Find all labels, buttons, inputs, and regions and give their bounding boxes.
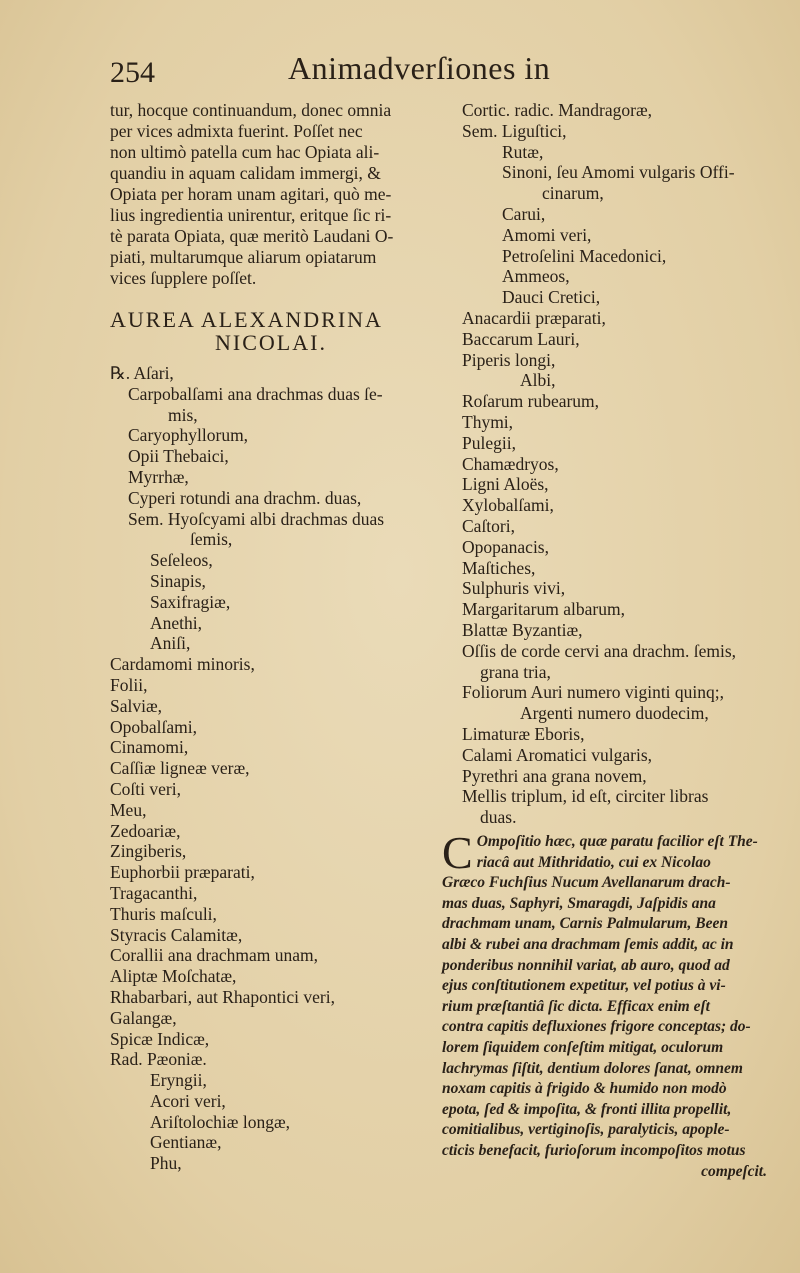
- text-line: lius ingredientia unirentur, eritque ſic ri-: [110, 205, 392, 225]
- ingredient-line: Zedoariæ,: [110, 820, 181, 841]
- ingredient-line: Opobalſami,: [110, 716, 197, 737]
- ingredient-line: Corallii ana drachmam unam,: [110, 945, 318, 966]
- ingredient-line: Argenti numero duodecim,: [520, 703, 709, 724]
- ingredient-line: Limaturæ Eboris,: [462, 723, 585, 744]
- running-title: Animadverſiones in: [288, 50, 551, 86]
- ingredient-line: Zingiberis,: [110, 841, 187, 862]
- ingredient-line: Meu,: [110, 799, 147, 820]
- commentary-line: mas duas, Saphyri, Smaragdi, Jaſpidis ana: [442, 894, 716, 912]
- commentary-line: Ompoſitio hæc, quæ paratu facilior eſt The-: [476, 833, 758, 850]
- commentary-line: ejus conſtitutionem expetitur, vel potius à vi-: [442, 977, 726, 995]
- ingredient-list-right: [462, 100, 772, 828]
- ingredient-line: Oſſis de corde cervi ana drachm. ſemis,: [462, 640, 737, 661]
- ingredient-line: Folii,: [110, 674, 148, 695]
- ingredient-line: Eryngii,: [150, 1070, 207, 1091]
- ingredient-line: Opii Thebaici,: [128, 446, 229, 467]
- ingredient-line: Baccarum Lauri,: [462, 328, 580, 349]
- ingredient-line: Piperis longi,: [462, 349, 556, 370]
- recipe-title: AUREA ALEXANDRINA: [110, 307, 383, 332]
- ingredient-line: Maſtiches,: [462, 557, 536, 578]
- commentary-line: Græco Fuchſius Nucum Avellanarum drach-: [442, 874, 731, 892]
- ingredient-line: Petroſelini Macedonici,: [502, 245, 667, 266]
- ingredient-line: Blattæ Byzantiæ,: [462, 619, 583, 640]
- commentary-line: noxam capitis à frigido & humido non modò: [442, 1080, 727, 1098]
- ingredient-line: Cortic. radic. Mandragoræ,: [462, 100, 653, 120]
- right-column: [462, 100, 772, 828]
- ingredient-line: Sem. Hyoſcyami albi drachmas duas: [128, 508, 385, 529]
- ingredient-line: Sinapis,: [150, 570, 206, 591]
- ingredient-line: cinarum,: [542, 183, 604, 204]
- ingredient-line: duas.: [480, 807, 517, 828]
- commentary-line: epota, ſed & impoſita, & fronti illita propellit,: [442, 1100, 732, 1118]
- ingredient-line: Thymi,: [462, 411, 514, 432]
- ingredient-line: Acori veri,: [150, 1090, 226, 1111]
- text-line: per vices admixta fuerint. Poſſet nec: [110, 121, 363, 141]
- ingredient-line: Saxifragiæ,: [150, 591, 231, 612]
- commentary-line: lachrymas ſiſtit, dentium dolores ſanat, omnem: [442, 1059, 743, 1077]
- commentary-line: contra capitis defluxiones frigore conceptas; do-: [442, 1018, 751, 1036]
- ingredient-line: Aniſi,: [150, 633, 191, 654]
- commentary-line: riacâ aut Mithridatio, cui ex Nicolao: [476, 853, 711, 871]
- ingredient-line: Caſſiæ ligneæ veræ,: [110, 758, 250, 779]
- ingredient-line: Ariſtolochiæ longæ,: [150, 1111, 290, 1132]
- ingredient-line: Caryophyllorum,: [128, 425, 249, 446]
- recipe-subtitle: NICOLAI.: [215, 330, 327, 355]
- ingredient-line: grana tria,: [480, 661, 551, 682]
- ingredient-line: Ammeos,: [502, 266, 570, 287]
- ingredient-line: Gentianæ,: [150, 1132, 222, 1153]
- ingredient-line: Chamædryos,: [462, 453, 559, 474]
- ingredient-line: Cardamomi minoris,: [110, 654, 255, 675]
- text-line: vices ſupplere poſſet.: [110, 268, 257, 288]
- commentary-line: comitialibus, vertiginoſis, paralyticis, apople-: [442, 1121, 730, 1139]
- ingredient-line: ſemis,: [190, 529, 233, 550]
- text-line: quandiu in aquam calidam immergi, &: [110, 163, 381, 183]
- ingredient-line: Margaritarum albarum,: [462, 599, 625, 620]
- text-line: non ultimò patella cum hac Opiata ali-: [110, 142, 380, 162]
- ingredient-line: Carui,: [502, 203, 546, 224]
- ingredient-line: Tragacanthi,: [110, 882, 198, 903]
- page-number: 254: [110, 56, 155, 89]
- left-column: [110, 100, 432, 1174]
- ingredient-line: Dauci Cretici,: [502, 287, 601, 308]
- ingredient-line: Albi,: [520, 370, 556, 391]
- ingredient-line: Mellis triplum, id eſt, circiter libras: [462, 786, 709, 807]
- ingredient-line: Foliorum Auri numero viginti quinq;,: [462, 682, 725, 703]
- ingredient-line: Ligni Aloës,: [462, 474, 549, 495]
- ingredient-list-left: [110, 363, 432, 1174]
- ingredient-line: Cinamomi,: [110, 737, 189, 758]
- ingredient-line: Styracis Calamitæ,: [110, 924, 243, 945]
- ingredient-line: Pyrethri ana grana novem,: [462, 765, 647, 786]
- ingredient-line: Cyperi rotundi ana drachm. duas,: [128, 487, 362, 508]
- intro-paragraph: [110, 100, 432, 289]
- ingredient-line: Coſti veri,: [110, 778, 181, 799]
- ingredient-line: Anethi,: [150, 612, 203, 633]
- ingredient-line: Aliptæ Moſchatæ,: [110, 966, 237, 987]
- ingredient-line: Roſarum rubearum,: [462, 391, 600, 412]
- ingredient-line: Rutæ,: [502, 141, 544, 162]
- commentary-line: albi & rubei ana drachmam ſemis addit, ac in: [442, 935, 734, 953]
- commentary-line: lorem ſiquidem conſeſtim mitigat, oculorum: [442, 1038, 724, 1056]
- ingredient-line: Xylobalſami,: [462, 495, 554, 516]
- ingredient-line: Anacardii præparati,: [462, 307, 606, 328]
- ingredient-line: Rad. Pæoniæ.: [110, 1049, 207, 1070]
- commentary-line: ponderibus nonnihil variat, ab auro, quod ad: [442, 956, 730, 974]
- commentary-line: rium præſtantiâ ſic dicta. Efficax enim eſt: [442, 997, 710, 1015]
- ingredient-line: Euphorbii præparati,: [110, 862, 255, 883]
- commentary-line: drachmam unam, Carnis Palmularum, Been: [442, 915, 728, 933]
- text-line: piati, multarumque aliarum opiatarum: [110, 247, 377, 267]
- ingredient-line: Sulphuris vivi,: [462, 578, 566, 599]
- ingredient-line: mis,: [168, 404, 198, 425]
- ingredient-line: Sinoni, ſeu Amomi vulgaris Offi-: [502, 162, 735, 183]
- ingredient-line: ℞. Aſari,: [110, 363, 174, 383]
- commentary-line: compeſcit.: [701, 1162, 767, 1180]
- ingredient-line: Carpobalſami ana drachmas duas ſe-: [128, 383, 383, 404]
- ingredient-line: Calami Aromatici vulgaris,: [462, 744, 653, 765]
- ingredient-line: Amomi veri,: [502, 224, 592, 245]
- ingredient-line: Rhabarbari, aut Rhapontici veri,: [110, 986, 335, 1007]
- ingredient-line: Salviæ,: [110, 695, 163, 716]
- ingredient-line: Myrrhæ,: [128, 466, 189, 487]
- ingredient-line: Seſeleos,: [150, 550, 213, 571]
- drop-cap: C: [442, 827, 473, 878]
- text-line: tè parata Opiata, quæ meritò Laudani O-: [110, 226, 394, 246]
- ingredient-line: Galangæ,: [110, 1007, 177, 1028]
- ingredient-line: Sem. Liguſtici,: [462, 120, 567, 141]
- commentary-paragraph: [442, 827, 767, 1182]
- commentary-line: cticis benefacit, furioſorum incompoſitos motus: [442, 1141, 746, 1159]
- ingredient-line: Phu,: [150, 1153, 182, 1174]
- text-line: Opiata per horam unam agitari, quò me-: [110, 184, 392, 204]
- ingredient-line: Thuris maſculi,: [110, 903, 217, 924]
- ingredient-line: Caſtori,: [462, 515, 515, 536]
- text-line: tur, hocque continuandum, donec omnia: [110, 100, 392, 120]
- ingredient-line: Spicæ Indicæ,: [110, 1028, 210, 1049]
- ingredient-line: Opopanacis,: [462, 536, 549, 557]
- ingredient-line: Pulegii,: [462, 432, 516, 453]
